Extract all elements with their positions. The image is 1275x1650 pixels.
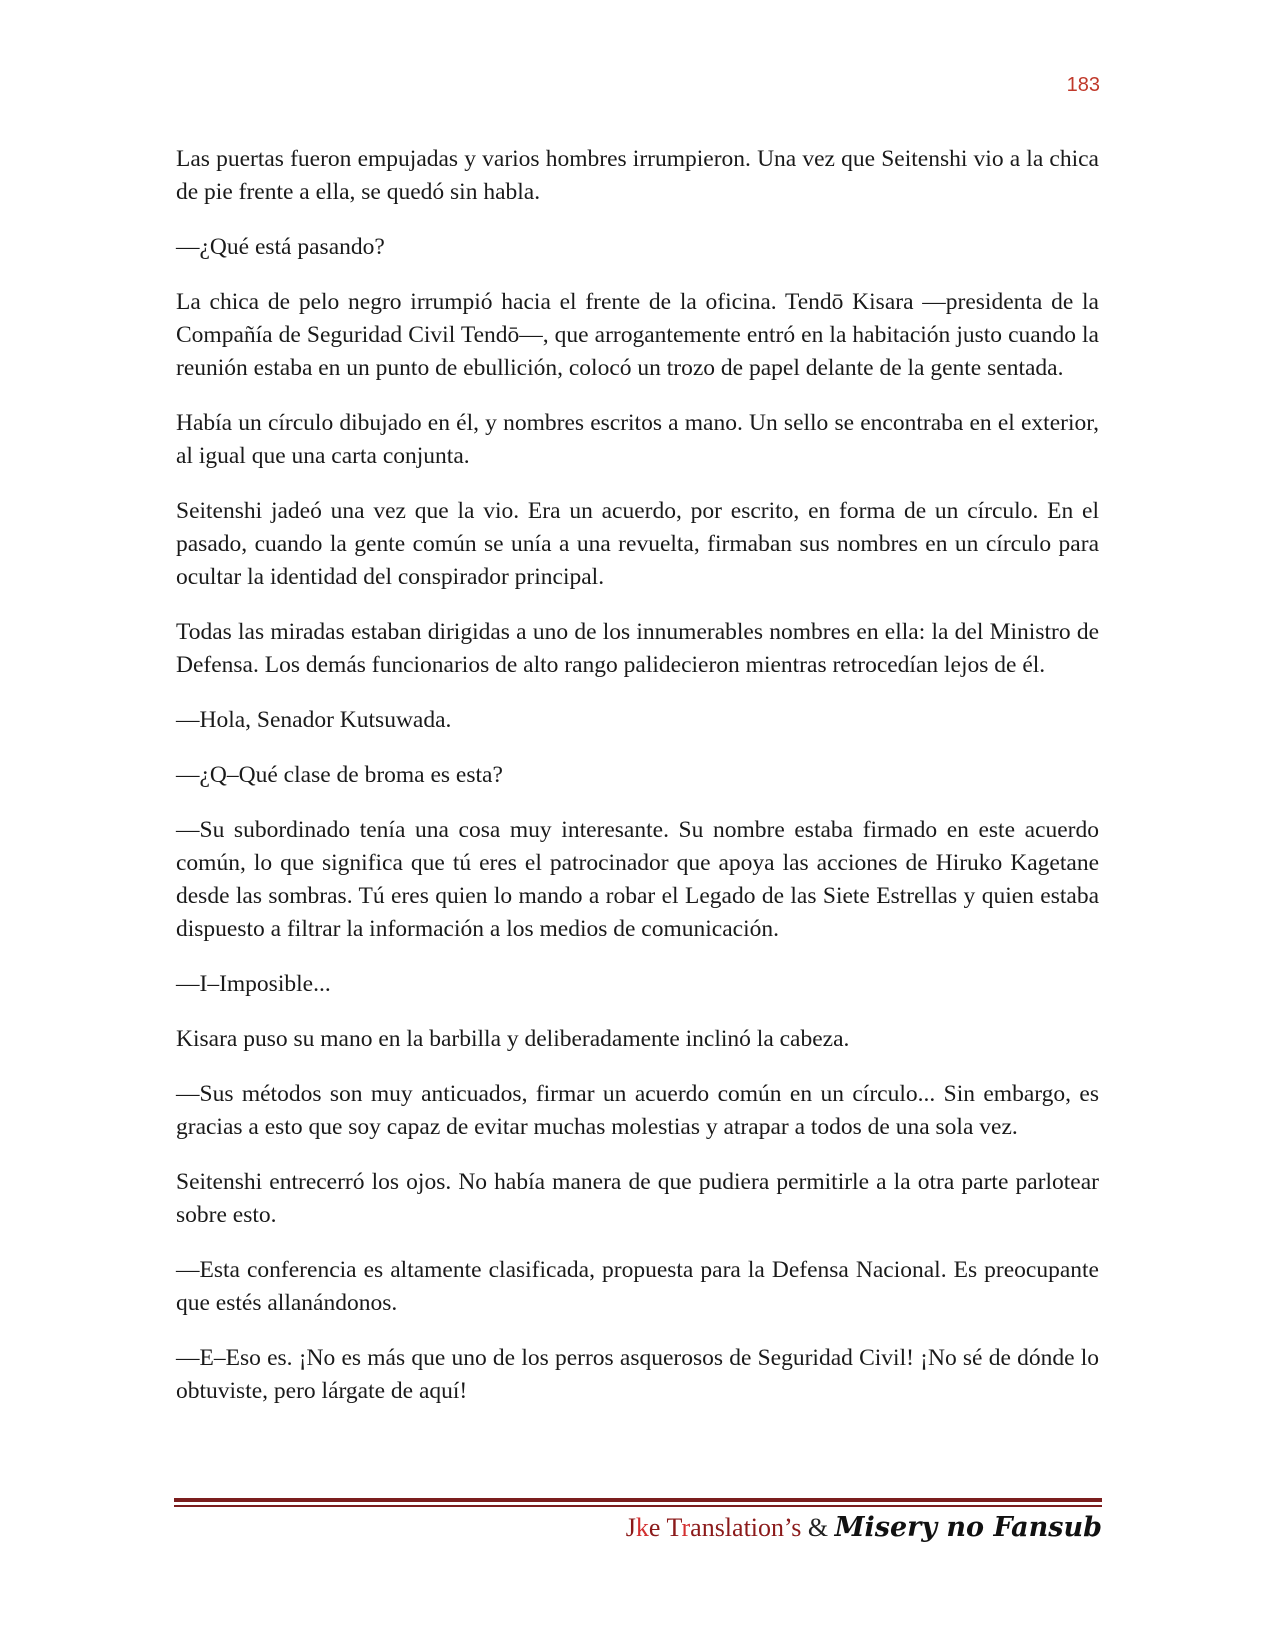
paragraph: La chica de pelo negro irrumpió hacia el frente de la oficina. Tendō Kisara —presidenta de la Compañía de Seguridad Civil Tendō—, que arrogantemente entró en la habitación justo cuando la reunión estaba en un punto de ebullición, colocó un trozo de papel delante de la gente sentada. bbox=[176, 289, 1099, 381]
body-text bbox=[176, 143, 1099, 1430]
paragraph: Seitenshi entrecerró los ojos. No había manera de que pudiera permitirle a la otra parte parlotear sobre esto. bbox=[176, 1169, 1099, 1228]
paragraph: Kisara puso su mano en la barbilla y deliberadamente inclinó la cabeza. bbox=[176, 1026, 850, 1052]
paragraph: —Sus métodos son muy anticuados, firmar un acuerdo común en un círculo... Sin embargo, es gracias a esto que soy capaz de evitar muchas molestias y atrapar a todos de una sola vez. bbox=[176, 1081, 1099, 1140]
paragraph: Seitenshi jadeó una vez que la vio. Era un acuerdo, por escrito, en forma de un círculo. En el pasado, cuando la gente común se unía a una revuelta, firmaban sus nombres en un círculo para ocultar la identidad del conspirador principal. bbox=[176, 498, 1099, 590]
paragraph: —¿Qué está pasando? bbox=[176, 234, 385, 260]
footer-jke: Jke bbox=[625, 1513, 661, 1542]
footer-misery-no-fansub: Misery no Fansub bbox=[834, 1512, 1102, 1543]
footer-credits bbox=[626, 1512, 1102, 1543]
paragraph: Las puertas fueron empujadas y varios hombres irrumpieron. Una vez que Seitenshi vio a la chica de pie frente a ella, se quedó sin habla. bbox=[176, 146, 1099, 205]
footer-ampersand: & bbox=[807, 1513, 829, 1542]
footer-rule-thin bbox=[174, 1505, 1102, 1507]
footer-rule-thick bbox=[174, 1498, 1102, 1502]
paragraph: —E–Eso es. ¡No es más que uno de los perros asquerosos de Seguridad Civil! ¡No sé de dónde lo obtuviste, pero lárgate de aquí! bbox=[176, 1345, 1099, 1404]
page-number: 183 bbox=[1066, 74, 1100, 96]
paragraph: Todas las miradas estaban dirigidas a uno de los innumerables nombres en ella: la del Ministro de Defensa. Los demás funcionarios de alto rango palidecieron mientras retrocedían lejos de él. bbox=[176, 619, 1099, 678]
paragraph: —Esta conferencia es altamente clasificada, propuesta para la Defensa Nacional. Es preocupante que estés allanándonos. bbox=[176, 1257, 1099, 1316]
paragraph: Había un círculo dibujado en él, y nombres escritos a mano. Un sello se encontraba en el exterior, al igual que una carta conjunta. bbox=[176, 410, 1099, 469]
paragraph: —Hola, Senador Kutsuwada. bbox=[176, 707, 452, 733]
footer-translations: Translation’s bbox=[666, 1513, 802, 1542]
paragraph: —Su subordinado tenía una cosa muy interesante. Su nombre estaba firmado en este acuerdo común, lo que significa que tú eres el patrocinador que apoya las acciones de Hiruko Kagetane desde las sombras. Tú eres quien lo mando a robar el Legado de las Siete Estrellas y quien estaba dispuesto a filtrar la información a los medios de comunicación. bbox=[176, 817, 1099, 942]
paragraph: —I–Imposible... bbox=[176, 971, 331, 997]
paragraph: —¿Q–Qué clase de broma es esta? bbox=[176, 762, 503, 788]
